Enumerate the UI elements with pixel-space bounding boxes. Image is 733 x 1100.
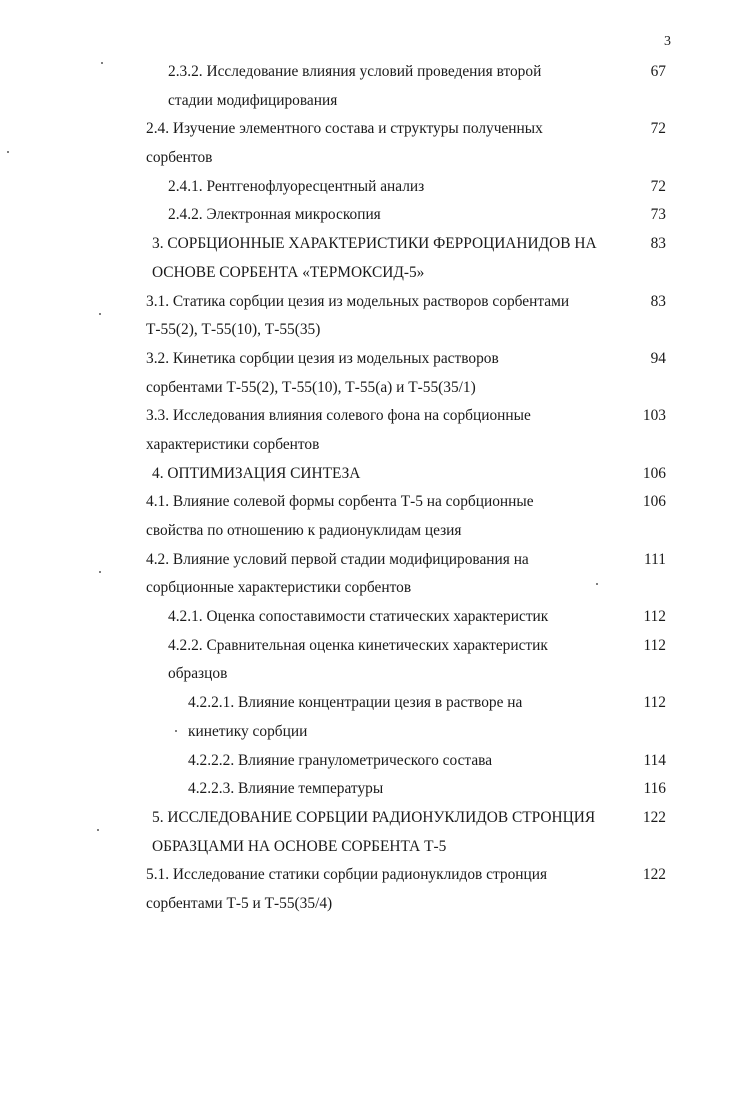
toc-entry xyxy=(0,632,733,689)
toc-entry-title-line: 3.2. Кинетика сорбции цезия из модельных растворов xyxy=(146,349,499,367)
toc-entry-title-line: 4.2.2.1. Влияние концентрации цезия в растворе на xyxy=(188,694,523,712)
toc-entry-title-line: кинетику сорбции xyxy=(188,722,308,740)
toc-entry-title-line: сорбционные характеристики сорбентов xyxy=(146,579,412,597)
toc-entry-title-line: 4.2.2. Сравнительная оценка кинетических характеристик xyxy=(168,636,548,654)
toc-entry-page-number: 112 xyxy=(643,636,666,654)
toc-entry-page-number: 72 xyxy=(650,120,666,138)
scan-speck xyxy=(596,583,598,585)
toc-entry xyxy=(0,288,733,345)
toc-entry-title-line: Т-55(2), Т-55(10), Т-55(35) xyxy=(146,321,321,339)
toc-entry xyxy=(0,58,733,115)
toc-entry xyxy=(0,861,733,918)
toc-entry-title-line: 2.4. Изучение элементного состава и структуры полученных xyxy=(146,120,543,138)
toc-entry-title-line: 4.2.2.3. Влияние температуры xyxy=(188,780,384,798)
toc-entry-page-number: 72 xyxy=(650,177,666,195)
toc-entry xyxy=(0,345,733,402)
toc-entry-title-line: свойства по отношению к радионуклидам цезия xyxy=(146,522,462,539)
toc-entry-page-number: 112 xyxy=(643,694,666,712)
toc-entry-page-number: 94 xyxy=(650,349,666,367)
toc-entry-title-line: сорбентов xyxy=(146,149,213,167)
toc-entry-title-line: сорбентами Т-55(2), Т-55(10), Т-55(а) и Т-55(35/1) xyxy=(146,378,476,396)
toc-entry-title-line: 5.1. Исследование статики сорбции радионуклидов стронция xyxy=(146,866,548,884)
toc-entry xyxy=(0,488,733,545)
toc-entry xyxy=(0,603,733,632)
scan-speck xyxy=(99,571,101,573)
toc-entry-title-line: 3.3. Исследования влияния солевого фона на сорбционные xyxy=(146,407,531,425)
toc-entry xyxy=(0,173,733,202)
toc-entry-title-line: 4.1. Влияние солевой формы сорбента Т-5 на сорбционные xyxy=(146,493,534,511)
toc-entry-page-number: 83 xyxy=(650,292,666,310)
toc-entry-page-number: 122 xyxy=(642,808,666,826)
toc-entry xyxy=(0,402,733,459)
scan-speck xyxy=(99,313,101,315)
toc-entry-title-line: 4.2. Влияние условий первой стадии модифицирования на xyxy=(146,550,529,568)
toc-entry-page-number: 116 xyxy=(643,780,666,798)
toc-entry-title-line: ОБРАЗЦАМИ НА ОСНОВЕ СОРБЕНТА Т-5 xyxy=(152,837,447,855)
toc-entry-page-number: 67 xyxy=(650,63,666,80)
toc-entry-title-line: характеристики сорбентов xyxy=(146,435,320,453)
scan-speck xyxy=(101,62,103,64)
toc-entry xyxy=(0,689,733,746)
toc-entry xyxy=(0,546,733,603)
toc-entry-page-number: 106 xyxy=(642,464,666,482)
toc-entry-page-number: 83 xyxy=(650,235,666,253)
toc-entry-title-line: 2.3.2. Исследование влияния условий проведения второй xyxy=(168,63,542,80)
toc-entry-title-line: 4.2.1. Оценка сопоставимости статических характеристик xyxy=(168,608,549,626)
toc-entry-title-line: образцов xyxy=(168,665,228,683)
toc-entry-page-number: 114 xyxy=(643,751,666,769)
toc-entry-title-line: 2.4.1. Рентгенофлуоресцентный анализ xyxy=(168,177,425,195)
toc-entry xyxy=(0,747,733,776)
toc-entry xyxy=(0,201,733,230)
toc-entry-title-line: ОСНОВЕ СОРБЕНТА «ТЕРМОКСИД-5» xyxy=(152,263,425,281)
toc-entry-title-line: 4.2.2.2. Влияние гранулометрического состава xyxy=(188,751,493,769)
toc-entry-title-line: 3.1. Статика сорбции цезия из модельных растворов сорбентами xyxy=(146,292,570,310)
toc-entry-title-line: 3. СОРБЦИОННЫЕ ХАРАКТЕРИСТИКИ ФЕРРОЦИАНИДОВ НА xyxy=(152,235,597,253)
scan-speck xyxy=(7,151,9,153)
toc-entry-page-number: 103 xyxy=(642,407,666,425)
toc-entry-page-number: 112 xyxy=(643,608,666,626)
scan-speck xyxy=(97,829,99,831)
toc-entry-title-line: 4. ОПТИМИЗАЦИЯ СИНТЕЗА xyxy=(152,464,361,482)
toc-entry-page-number: 106 xyxy=(642,493,666,511)
scan-speck xyxy=(175,730,177,732)
toc-entry-title-line: стадии модифицирования xyxy=(168,91,338,109)
toc-entry-title-line: 2.4.2. Электронная микроскопия xyxy=(168,206,381,224)
toc-entry xyxy=(0,230,733,287)
toc-entry xyxy=(0,775,733,804)
toc-entry-title-line: сорбентами Т-5 и Т-55(35/4) xyxy=(146,894,333,912)
toc-entry-page-number: 122 xyxy=(642,866,666,884)
toc-entry-page-number: 111 xyxy=(644,550,666,568)
toc-entry-page-number: 73 xyxy=(650,206,666,224)
toc-entry-title-line: 5. ИССЛЕДОВАНИЕ СОРБЦИИ РАДИОНУКЛИДОВ СТРОНЦИЯ xyxy=(152,808,596,826)
table-of-contents xyxy=(0,58,733,919)
toc-entry xyxy=(0,460,733,489)
page-number: 3 xyxy=(664,34,671,49)
toc-entry xyxy=(0,804,733,861)
toc-entry xyxy=(0,115,733,172)
